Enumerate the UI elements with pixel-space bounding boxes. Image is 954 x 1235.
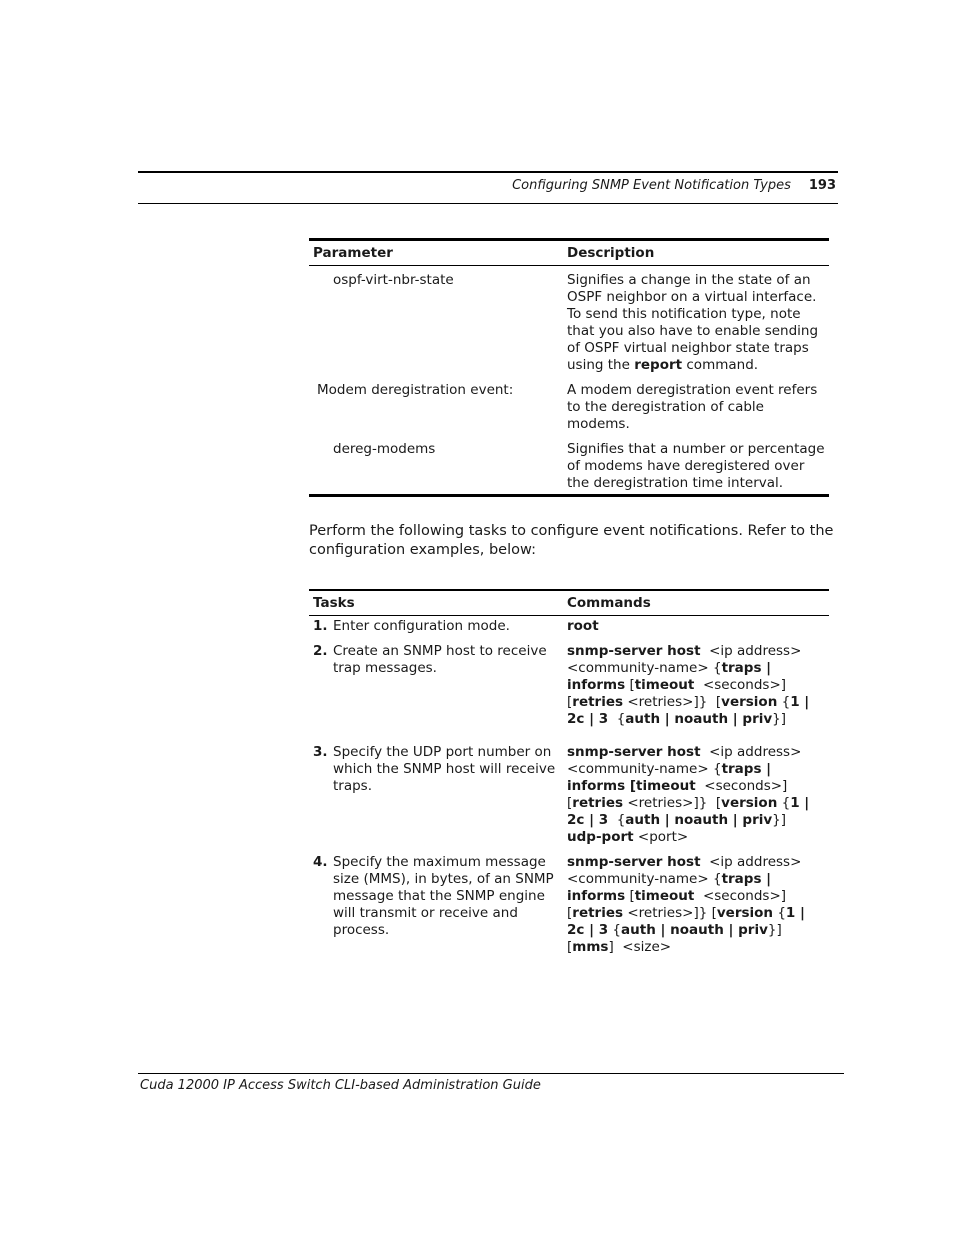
header-tasks: Tasks [309,591,563,616]
command-text: snmp-server host <ip address> <community-name> {traps | informs [timeout <seconds>] [retries <retries>]} [version {1 | 2c | 3 {auth | noauth | priv}] udp-port <port> [567,744,810,845]
param-table-bottom-rule [309,494,829,497]
header-parameter: Parameter [309,241,563,266]
table-row [309,744,829,854]
header-commands: Commands [563,591,829,616]
command-text: root [567,618,599,634]
param-description: Signifies a change in the state of an OSPF neighbor on a virtual interface. To send this notification type, note that you also have to enable sending of OSPF virtual neighbor state traps using the report command. [567,272,819,373]
page-number: 193 [808,178,836,193]
task-number: 2. [313,643,328,659]
report-keyword: report [634,357,683,373]
task-table [309,591,829,964]
param-name: dereg-modems [333,441,436,457]
table-row [309,382,829,441]
task-text: Specify the UDP port number on which the SNMP host will receive traps. [333,744,556,794]
task-text: Create an SNMP host to receive trap messages. [333,643,547,676]
table-row [309,441,829,500]
task-number: 1. [313,618,328,634]
command-text: snmp-server host <ip address> <community-name> {traps | informs [timeout <seconds>] [retries <retries>]} [version {1 | 2c | 3 {auth | noauth | priv}] [567,643,810,727]
intro-paragraph: Perform the following tasks to configure event notifications. Refer to the configuration examples, below: [309,523,834,558]
footer-rule [138,1073,844,1074]
task-number: 4. [313,854,328,870]
param-description: A modem deregistration event refers to the deregistration of cable modems. [567,382,818,432]
header-description: Description [563,241,829,266]
command-text: snmp-server host <ip address> <community-name> {traps | informs [timeout <seconds>] [retries <retries>]} [version {1 | 2c | 3 {auth | noauth | priv}] [mms] <size> [567,854,805,955]
param-description: Signifies that a number or percentage of modems have deregistered over the deregistration time interval. [567,441,825,491]
table-row [309,266,829,383]
task-text: Enter configuration mode. [333,618,510,634]
table-row [309,616,829,644]
param-group-label: Modem deregistration event: [317,382,514,398]
header-rule-bottom [138,203,838,204]
running-footer: Cuda 12000 IP Access Switch CLI-based Administration Guide [140,1078,541,1093]
task-table-header [309,591,829,616]
header-title: Configuring SNMP Event Notification Types [512,178,791,193]
table-row [309,643,829,744]
table-row [309,854,829,964]
task-number: 3. [313,744,328,760]
parameter-table-header [309,241,829,266]
task-text: Specify the maximum message size (MMS), in bytes, of an SNMP message that the SNMP engine will transmit or receive and process. [333,854,554,938]
running-header [512,178,836,194]
parameter-table [309,241,829,500]
header-rule-top [138,171,838,173]
param-name: ospf-virt-nbr-state [333,272,454,288]
